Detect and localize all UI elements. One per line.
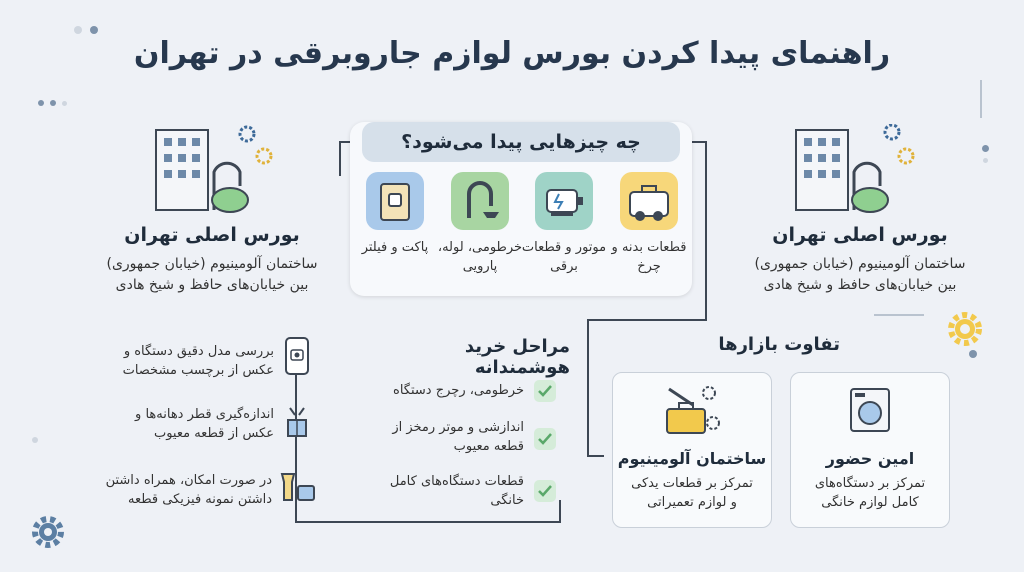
hose-icon <box>451 172 509 230</box>
item-label-hose: خرطومی، لوله، پارویی <box>437 240 523 274</box>
decor-dot <box>32 437 38 443</box>
gear-icon <box>944 308 986 350</box>
check-icon <box>534 380 556 402</box>
decor-dot <box>74 26 82 34</box>
hq-right-streets: بین خیابان‌های حافظ و شیخ هادی <box>763 277 957 293</box>
markets-title: تفاوت بازارها <box>718 334 840 355</box>
gear-icon <box>28 512 68 552</box>
item-label-motor: موتور و قطعات برقی <box>521 240 607 274</box>
market-card-aluminium <box>612 372 772 528</box>
market-card-title: امین حضور <box>825 449 915 468</box>
hq-right-title: بورس اصلی تهران <box>772 224 948 246</box>
building-vacuum-icon <box>792 124 922 214</box>
tip-item: بررسی مدل دقیق دستگاه و عکس از برچسب مشخصات <box>122 344 274 378</box>
decor-dot <box>969 350 977 358</box>
market-card-text: تمرکز بر دستگاه‌های <box>814 476 926 491</box>
steps-title: مراحل خرید هوشمندانه <box>464 336 570 378</box>
market-card-text: کامل لوازم خانگی <box>821 495 919 510</box>
dust-bag-icon <box>366 172 424 230</box>
check-icon <box>534 428 556 450</box>
decor-line <box>874 314 924 316</box>
toolbox-icon <box>620 172 678 230</box>
decor-dot <box>90 26 98 34</box>
measure-icon <box>282 404 312 440</box>
toolbox-gear-icon <box>663 383 723 439</box>
item-label-body-wheels: قطعات بدنه و چرخ <box>611 240 687 274</box>
decor-line <box>980 80 982 118</box>
step-item: خرطومی، رچرج دستگاه <box>393 383 524 398</box>
step-item: قطعات دستگاه‌های کامل خانگی <box>389 474 524 508</box>
tip-item: در صورت امکان، همراه داشتن داشتن نمونه فیزیکی قطعه <box>105 473 272 507</box>
phone-camera-icon <box>284 336 310 376</box>
market-card-amin-hozoor <box>790 372 950 528</box>
parts-panel-title: چه چیزهایی پیدا می‌شود؟ <box>362 122 680 162</box>
hq-left-streets: بین خیابان‌های حافظ و شیخ هادی <box>115 277 309 293</box>
part-sample-icon <box>278 470 318 504</box>
check-icon <box>534 480 556 502</box>
decor-dot <box>982 145 989 152</box>
decor-dot <box>50 100 56 106</box>
washing-machine-icon <box>849 387 891 433</box>
market-card-text: و لوازم تعمیراتی <box>647 495 737 510</box>
hq-right-address: ساختمان آلومینیوم (خیابان جمهوری) <box>754 256 966 272</box>
tip-item: اندازه‌گیری قطر دهانه‌ها و عکس از قطعه معیوب <box>135 407 274 441</box>
decor-dot <box>62 101 67 106</box>
page-title: راهنمای پیدا کردن بورس لوازم جاروبرقی در تهران <box>133 36 891 71</box>
motor-icon <box>535 172 593 230</box>
item-label-dust-bag: پاکت و فیلتر <box>361 240 429 255</box>
building-vacuum-icon <box>152 124 282 214</box>
market-card-title: ساختمان آلومینیوم <box>617 449 767 468</box>
hq-left-address: ساختمان آلومینیوم (خیابان جمهوری) <box>106 256 318 272</box>
decor-dot <box>983 158 988 163</box>
market-card-text: تمرکز بر قطعات یدکی <box>631 476 753 491</box>
hq-left-title: بورس اصلی تهران <box>124 224 300 246</box>
decor-dot <box>38 100 44 106</box>
step-item: اندازشی و موتر رمخز از قطعه معیوب <box>392 420 524 454</box>
